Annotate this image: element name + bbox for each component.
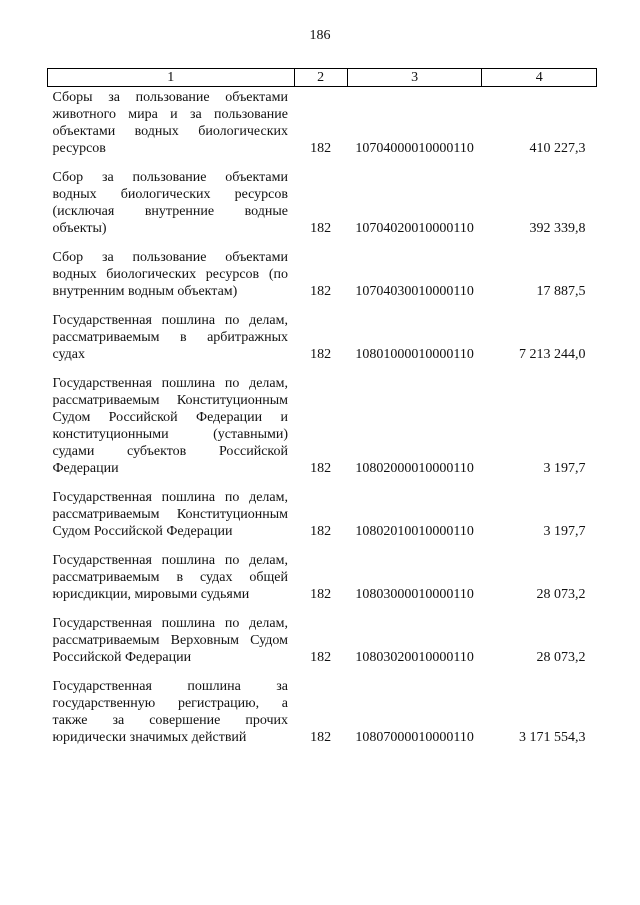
row-admin-code: 182	[310, 141, 332, 156]
table-row	[48, 477, 597, 540]
table-row	[48, 237, 597, 300]
row-kbk-code: 10802000010000110	[355, 461, 474, 476]
row-admin-code: 182	[310, 730, 332, 745]
row-amount: 28 073,2	[536, 587, 586, 602]
row-kbk-code: 10803000010000110	[355, 587, 474, 602]
column-header-3: 3	[347, 69, 482, 87]
row-amount: 28 073,2	[536, 650, 586, 665]
row-name: Сборы за пользование объектами животного мира и за пользование объектами водных биологических ресурсов	[52, 90, 288, 156]
table-row	[48, 603, 597, 666]
page-number: 186	[309, 28, 331, 43]
row-amount: 3 197,7	[543, 461, 586, 476]
row-kbk-code: 10807000010000110	[355, 730, 474, 745]
revenue-table	[47, 68, 597, 746]
row-kbk-code: 10704020010000110	[355, 221, 474, 236]
row-kbk-code: 10803020010000110	[355, 650, 474, 665]
column-header-4: 4	[482, 69, 597, 87]
row-amount: 410 227,3	[529, 141, 586, 156]
row-admin-code: 182	[310, 524, 332, 539]
row-kbk-code: 10801000010000110	[355, 347, 474, 362]
row-kbk-code: 10704000010000110	[355, 141, 474, 156]
row-name: Сбор за пользование объектами водных биологических ресурсов (исключая внутренние водные объекты)	[52, 170, 288, 236]
row-amount: 3 197,7	[543, 524, 586, 539]
row-amount: 392 339,8	[529, 221, 586, 236]
row-name: Государственная пошлина по делам, рассматриваемым Конституционным Судом Российской Федерации и конституционными (уставными) судами субъектов Российской Федерации	[52, 376, 288, 476]
table-body	[48, 87, 597, 747]
row-kbk-code: 10802010010000110	[355, 524, 474, 539]
table-row	[48, 157, 597, 237]
row-admin-code: 182	[310, 284, 332, 299]
row-name: Государственная пошлина по делам, рассматриваемым в арбитражных судах	[52, 313, 288, 362]
row-amount: 3 171 554,3	[519, 730, 586, 745]
row-admin-code: 182	[310, 650, 332, 665]
table-row	[48, 87, 597, 158]
row-amount: 7 213 244,0	[519, 347, 586, 362]
header-row	[48, 69, 597, 87]
table-row	[48, 540, 597, 603]
table-row	[48, 666, 597, 746]
row-name: Сбор за пользование объектами водных биологических ресурсов (по внутренним водным объектам)	[52, 250, 288, 299]
table-row	[48, 363, 597, 477]
column-header-2: 2	[294, 69, 347, 87]
table-header	[48, 69, 597, 87]
row-name: Государственная пошлина по делам, рассматриваемым в судах общей юрисдикции, мировыми судьями	[52, 553, 288, 602]
table-row	[48, 300, 597, 363]
row-name: Государственная пошлина по делам, рассматриваемым Верховным Судом Российской Федерации	[52, 616, 288, 665]
row-name: Государственная пошлина по делам, рассматриваемым Конституционным Судом Российской Федерации	[52, 490, 288, 539]
column-header-1: 1	[48, 69, 295, 87]
row-admin-code: 182	[310, 587, 332, 602]
row-admin-code: 182	[310, 221, 332, 236]
row-admin-code: 182	[310, 347, 332, 362]
row-admin-code: 182	[310, 461, 332, 476]
row-amount: 17 887,5	[536, 284, 586, 299]
row-name: Государственная пошлина за государственную регистрацию, а также за совершение прочих юридически значимых действий	[52, 679, 288, 745]
row-kbk-code: 10704030010000110	[355, 284, 474, 299]
